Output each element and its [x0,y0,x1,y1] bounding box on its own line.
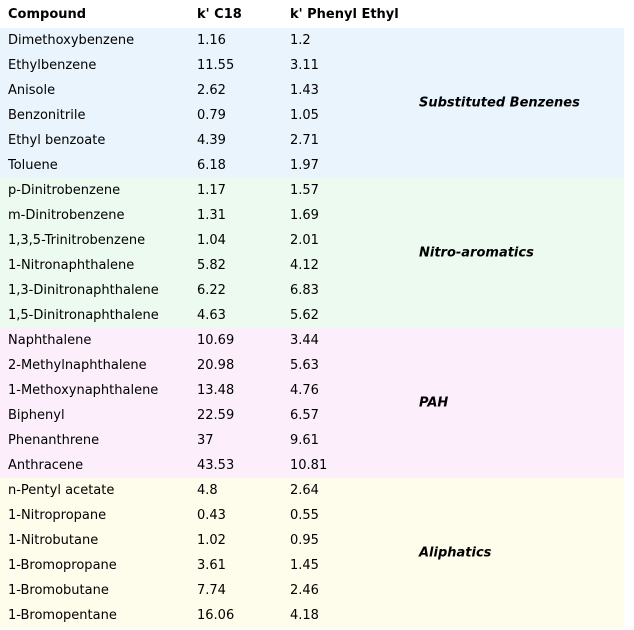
k-phenyl-ethyl-value-cell: 4.76 [290,383,319,398]
table-body [0,28,624,628]
k-phenyl-ethyl-value-cell: 1.2 [290,33,311,48]
k-c18-value-cell: 10.69 [197,333,235,348]
compound-name-cell: m-Dinitrobenzene [8,208,125,223]
k-c18-value-cell: 37 [197,433,214,448]
compound-name-cell: 1,5-Dinitronaphthalene [8,308,159,323]
k-c18-value-cell: 0.79 [197,108,226,123]
k-phenyl-ethyl-value-cell: 0.95 [290,533,319,548]
compound-name-cell: 1-Methoxynaphthalene [8,383,159,398]
k-c18-value-cell: 13.48 [197,383,235,398]
compound-name-cell: Ethylbenzene [8,58,97,73]
table-row [0,378,624,403]
table-row [0,303,624,328]
k-c18-value-cell: 4.39 [197,133,226,148]
compound-name-cell: Biphenyl [8,408,65,423]
table-row [0,478,624,503]
k-phenyl-ethyl-value-cell: 6.83 [290,283,319,298]
compound-name-cell: 1,3-Dinitronaphthalene [8,283,159,298]
k-phenyl-ethyl-value-cell: 0.55 [290,508,319,523]
table-header-row [0,0,624,28]
column-header-k-phenyl-ethyl: k' Phenyl Ethyl [290,6,399,22]
k-phenyl-ethyl-value-cell: 1.69 [290,208,319,223]
compound-name-cell: 1,3,5-Trinitrobenzene [8,233,146,248]
group-label: Aliphatics [419,545,492,561]
k-c18-value-cell: 20.98 [197,358,235,373]
table-row [0,278,624,303]
table-row [0,528,624,553]
table-row [0,503,624,528]
table-row [0,353,624,378]
k-c18-value-cell: 16.06 [197,608,235,623]
compound-name-cell: Toluene [8,158,58,173]
table-row [0,578,624,603]
table-row [0,128,624,153]
k-c18-value-cell: 7.74 [197,583,226,598]
compound-name-cell: p-Dinitrobenzene [8,183,121,198]
compound-name-cell: Dimethoxybenzene [8,33,135,48]
k-c18-value-cell: 5.82 [197,258,226,273]
k-phenyl-ethyl-value-cell: 5.62 [290,308,319,323]
table-row [0,428,624,453]
k-c18-value-cell: 6.18 [197,158,226,173]
compound-name-cell: 1-Bromopropane [8,558,117,573]
compound-name-cell: Anthracene [8,458,84,473]
table-row [0,328,624,353]
k-c18-value-cell: 1.02 [197,533,226,548]
table-row [0,153,624,178]
k-c18-value-cell: 11.55 [197,58,235,73]
compound-group-section [0,328,624,478]
compound-name-cell: 1-Bromobutane [8,583,109,598]
k-c18-value-cell: 4.8 [197,483,218,498]
compound-name-cell: 2-Methylnaphthalene [8,358,147,373]
compound-group-section [0,478,624,628]
compound-name-cell: n-Pentyl acetate [8,483,115,498]
k-c18-value-cell: 6.22 [197,283,226,298]
k-c18-value-cell: 1.31 [197,208,226,223]
compound-name-cell: Phenanthrene [8,433,100,448]
k-phenyl-ethyl-value-cell: 2.71 [290,133,319,148]
k-phenyl-ethyl-value-cell: 1.05 [290,108,319,123]
k-phenyl-ethyl-value-cell: 9.61 [290,433,319,448]
k-c18-value-cell: 1.17 [197,183,226,198]
table-row [0,53,624,78]
compound-group-section [0,178,624,328]
k-phenyl-ethyl-value-cell: 2.01 [290,233,319,248]
compound-name-cell: 1-Bromopentane [8,608,117,623]
k-c18-value-cell: 4.63 [197,308,226,323]
compound-group-section [0,28,624,178]
k-c18-value-cell: 1.04 [197,233,226,248]
compound-name-cell: Ethyl benzoate [8,133,106,148]
k-c18-value-cell: 43.53 [197,458,235,473]
compound-name-cell: Anisole [8,83,56,98]
k-c18-value-cell: 0.43 [197,508,226,523]
table-row [0,28,624,53]
table-row [0,403,624,428]
k-phenyl-ethyl-value-cell: 10.81 [290,458,328,473]
k-phenyl-ethyl-value-cell: 3.44 [290,333,319,348]
table-row [0,603,624,628]
table-row [0,203,624,228]
k-phenyl-ethyl-value-cell: 2.64 [290,483,319,498]
k-phenyl-ethyl-value-cell: 4.18 [290,608,319,623]
table-row [0,553,624,578]
compound-name-cell: 1-Nitronaphthalene [8,258,135,273]
k-phenyl-ethyl-value-cell: 1.97 [290,158,319,173]
column-header-k-c18: k' C18 [197,6,242,22]
column-header-compound: Compound [8,6,87,22]
group-label: Substituted Benzenes [419,95,580,111]
k-phenyl-ethyl-value-cell: 1.45 [290,558,319,573]
compound-name-cell: Naphthalene [8,333,92,348]
table-row [0,178,624,203]
group-label: Nitro-aromatics [419,245,534,261]
k-phenyl-ethyl-value-cell: 2.46 [290,583,319,598]
table-row [0,453,624,478]
group-label: PAH [419,395,449,411]
k-phenyl-ethyl-value-cell: 6.57 [290,408,319,423]
k-phenyl-ethyl-value-cell: 1.57 [290,183,319,198]
k-phenyl-ethyl-value-cell: 3.11 [290,58,319,73]
compound-name-cell: 1-Nitrobutane [8,533,99,548]
compound-name-cell: Benzonitrile [8,108,86,123]
k-phenyl-ethyl-value-cell: 5.63 [290,358,319,373]
k-c18-value-cell: 22.59 [197,408,235,423]
k-c18-value-cell: 3.61 [197,558,226,573]
compound-name-cell: 1-Nitropropane [8,508,107,523]
k-phenyl-ethyl-value-cell: 1.43 [290,83,319,98]
k-c18-value-cell: 1.16 [197,33,226,48]
k-phenyl-ethyl-value-cell: 4.12 [290,258,319,273]
k-c18-value-cell: 2.62 [197,83,226,98]
